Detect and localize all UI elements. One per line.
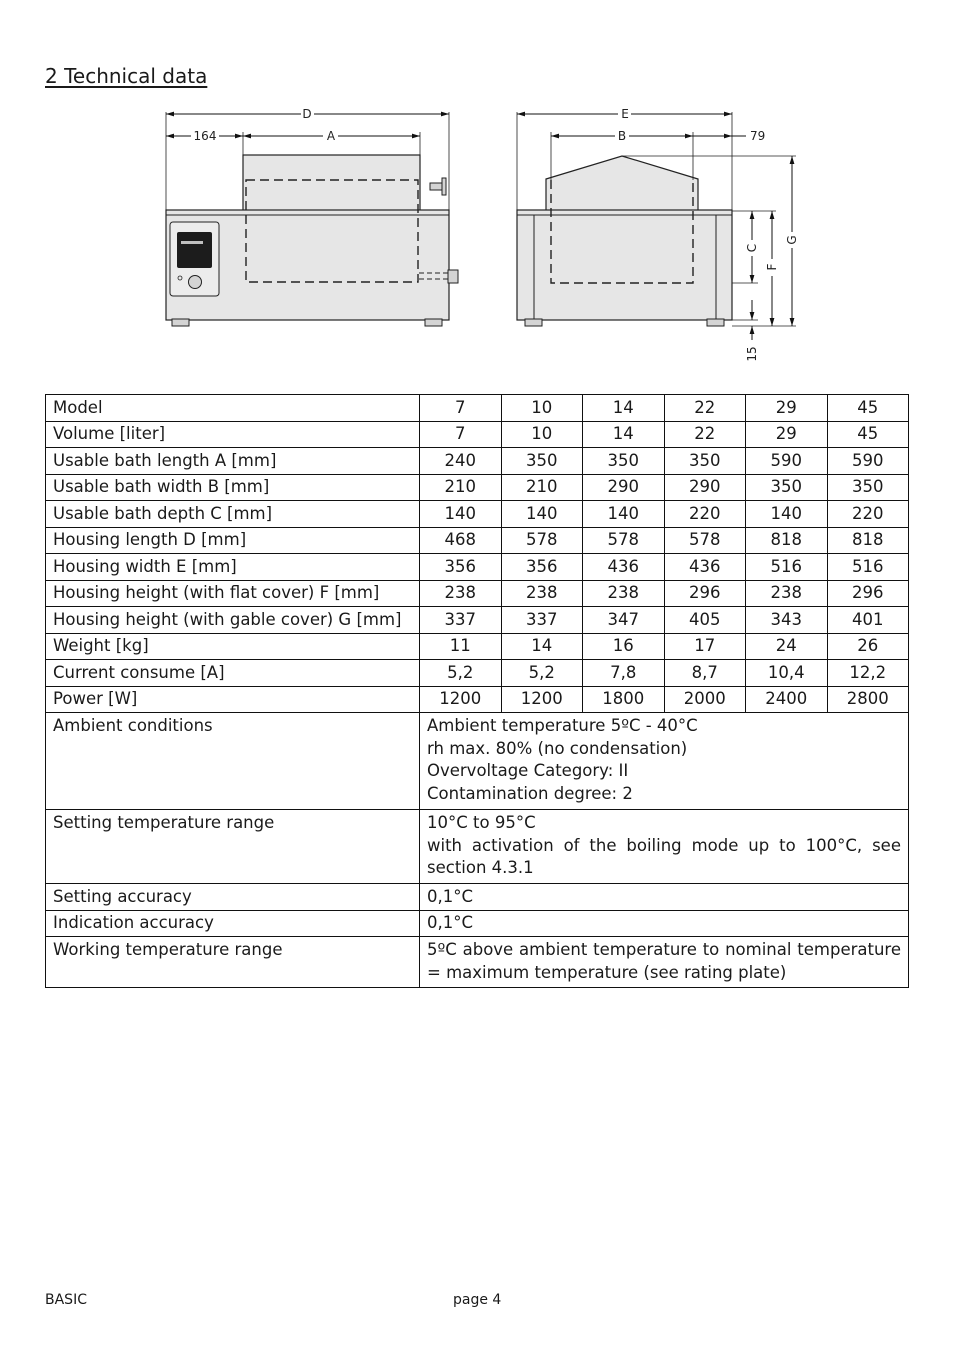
setting-accuracy-cell: 0,1°C [420,884,909,911]
setting-range-cell [420,810,909,884]
row-label: Usable bath depth C [mm] [46,501,420,528]
technical-data-table [45,394,909,988]
table-row-setting-accuracy [46,884,909,911]
value-cell: 210 [501,474,583,501]
ambient-conditions-cell [420,713,909,810]
value-cell: 5,2 [420,660,502,687]
dim-label-a: A [326,129,336,143]
footer-left: BASIC [45,1292,87,1308]
value-cell: 590 [827,448,909,475]
dim-label-g: G [785,235,799,245]
value-cell: 350 [827,474,909,501]
value-cell: 140 [420,501,502,528]
value-cell: 2000 [664,686,746,713]
value-cell: 238 [583,580,665,607]
table-row [46,607,909,634]
value-cell: 516 [827,554,909,581]
value-cell: 2800 [827,686,909,713]
row-label: Current consume [A] [46,660,420,687]
value-cell: 7,8 [583,660,665,687]
value-cell: 140 [501,501,583,528]
value-cell: 10,4 [746,660,828,687]
table-row [46,554,909,581]
indication-accuracy-cell: 0,1°C [420,910,909,937]
dim-label-15: 15 [745,346,759,362]
model-cell: 10 [501,395,583,422]
value-cell: 468 [420,527,502,554]
row-label: Setting temperature range [46,810,420,884]
header-label: Model [46,395,420,422]
model-cell: 22 [664,395,746,422]
value-cell: 26 [827,633,909,660]
dimension-drawings [150,100,810,370]
table-row [46,501,909,528]
working-range-cell: 5ºC above ambient temperature to nominal temperature = maximum temperature (see rating plate) [420,937,909,988]
ambient-line: rh max. 80% (no condensation) [427,738,688,758]
value-cell: 24 [746,633,828,660]
value-cell: 29 [746,421,828,448]
value-cell: 290 [583,474,665,501]
value-cell: 220 [664,501,746,528]
value-cell: 578 [501,527,583,554]
dim-label-d: D [302,107,312,121]
ambient-line: Ambient temperature 5ºC - 40°C [427,716,698,735]
value-cell: 818 [746,527,828,554]
dim-label-79: 79 [750,129,766,143]
row-label: Housing height (with flat cover) F [mm] [46,580,420,607]
value-cell: 8,7 [664,660,746,687]
value-cell: 14 [501,633,583,660]
model-cell: 45 [827,395,909,422]
table-row [46,660,909,687]
row-label: Power [W] [46,686,420,713]
model-cell: 7 [420,395,502,422]
table-row [46,421,909,448]
value-cell: 578 [583,527,665,554]
value-cell: 516 [746,554,828,581]
value-cell: 7 [420,421,502,448]
table-row [46,527,909,554]
value-cell: 1200 [501,686,583,713]
table-row-indication-accuracy [46,910,909,937]
dim-label-e: E [621,107,629,121]
value-cell: 401 [827,607,909,634]
value-cell: 140 [746,501,828,528]
value-cell: 210 [420,474,502,501]
dim-label-c: C [745,243,759,253]
value-cell: 356 [420,554,502,581]
value-cell: 290 [664,474,746,501]
value-cell: 337 [420,607,502,634]
table-row-ambient [46,713,909,810]
dim-label-164: 164 [193,129,217,143]
table-header-row [46,395,909,422]
row-label: Ambient conditions [46,713,420,810]
value-cell: 238 [420,580,502,607]
table-row [46,686,909,713]
row-label: Working temperature range [46,937,420,988]
value-cell: 45 [827,421,909,448]
value-cell: 405 [664,607,746,634]
table-row [46,633,909,660]
value-cell: 337 [501,607,583,634]
row-label: Housing length D [mm] [46,527,420,554]
model-cell: 29 [746,395,828,422]
value-cell: 12,2 [827,660,909,687]
row-label: Volume [liter] [46,421,420,448]
value-cell: 347 [583,607,665,634]
value-cell: 436 [583,554,665,581]
setting-range-line: 10°C to 95°C [427,813,536,832]
page-number: page 4 [453,1292,502,1308]
front-view-drawing [166,107,458,326]
value-cell: 22 [664,421,746,448]
value-cell: 436 [664,554,746,581]
table-row-working-range [46,937,909,988]
value-cell: 296 [827,580,909,607]
ambient-line: Contamination degree: 2 [427,783,633,803]
value-cell: 350 [501,448,583,475]
value-cell: 220 [827,501,909,528]
value-cell: 17 [664,633,746,660]
value-cell: 10 [501,421,583,448]
value-cell: 11 [420,633,502,660]
value-cell: 14 [583,421,665,448]
value-cell: 238 [746,580,828,607]
table-row [46,580,909,607]
row-label: Housing width E [mm] [46,554,420,581]
dim-label-b: B [617,129,627,143]
row-label: Indication accuracy [46,910,420,937]
value-cell: 5,2 [501,660,583,687]
value-cell: 818 [827,527,909,554]
value-cell: 350 [746,474,828,501]
value-cell: 296 [664,580,746,607]
dim-label-f: F [765,263,779,271]
table-row-setting-range [46,810,909,884]
row-label: Setting accuracy [46,884,420,911]
value-cell: 240 [420,448,502,475]
row-label: Usable bath length A [mm] [46,448,420,475]
ambient-line: Overvoltage Category: II [427,761,629,780]
value-cell: 1800 [583,686,665,713]
value-cell: 343 [746,607,828,634]
value-cell: 578 [664,527,746,554]
setting-range-line: with activation of the boiling mode up to 100°C, see section 4.3.1 [427,835,901,877]
value-cell: 2400 [746,686,828,713]
row-label: Weight [kg] [46,633,420,660]
table-row [46,474,909,501]
value-cell: 16 [583,633,665,660]
value-cell: 350 [664,448,746,475]
value-cell: 356 [501,554,583,581]
page-title: 2 Technical data [45,64,208,88]
value-cell: 140 [583,501,665,528]
value-cell: 238 [501,580,583,607]
side-view-drawing [517,107,799,362]
value-cell: 350 [583,448,665,475]
table-row [46,448,909,475]
value-cell: 1200 [420,686,502,713]
row-label: Usable bath width B [mm] [46,474,420,501]
row-label: Housing height (with gable cover) G [mm] [46,607,420,634]
value-cell: 590 [746,448,828,475]
model-cell: 14 [583,395,665,422]
